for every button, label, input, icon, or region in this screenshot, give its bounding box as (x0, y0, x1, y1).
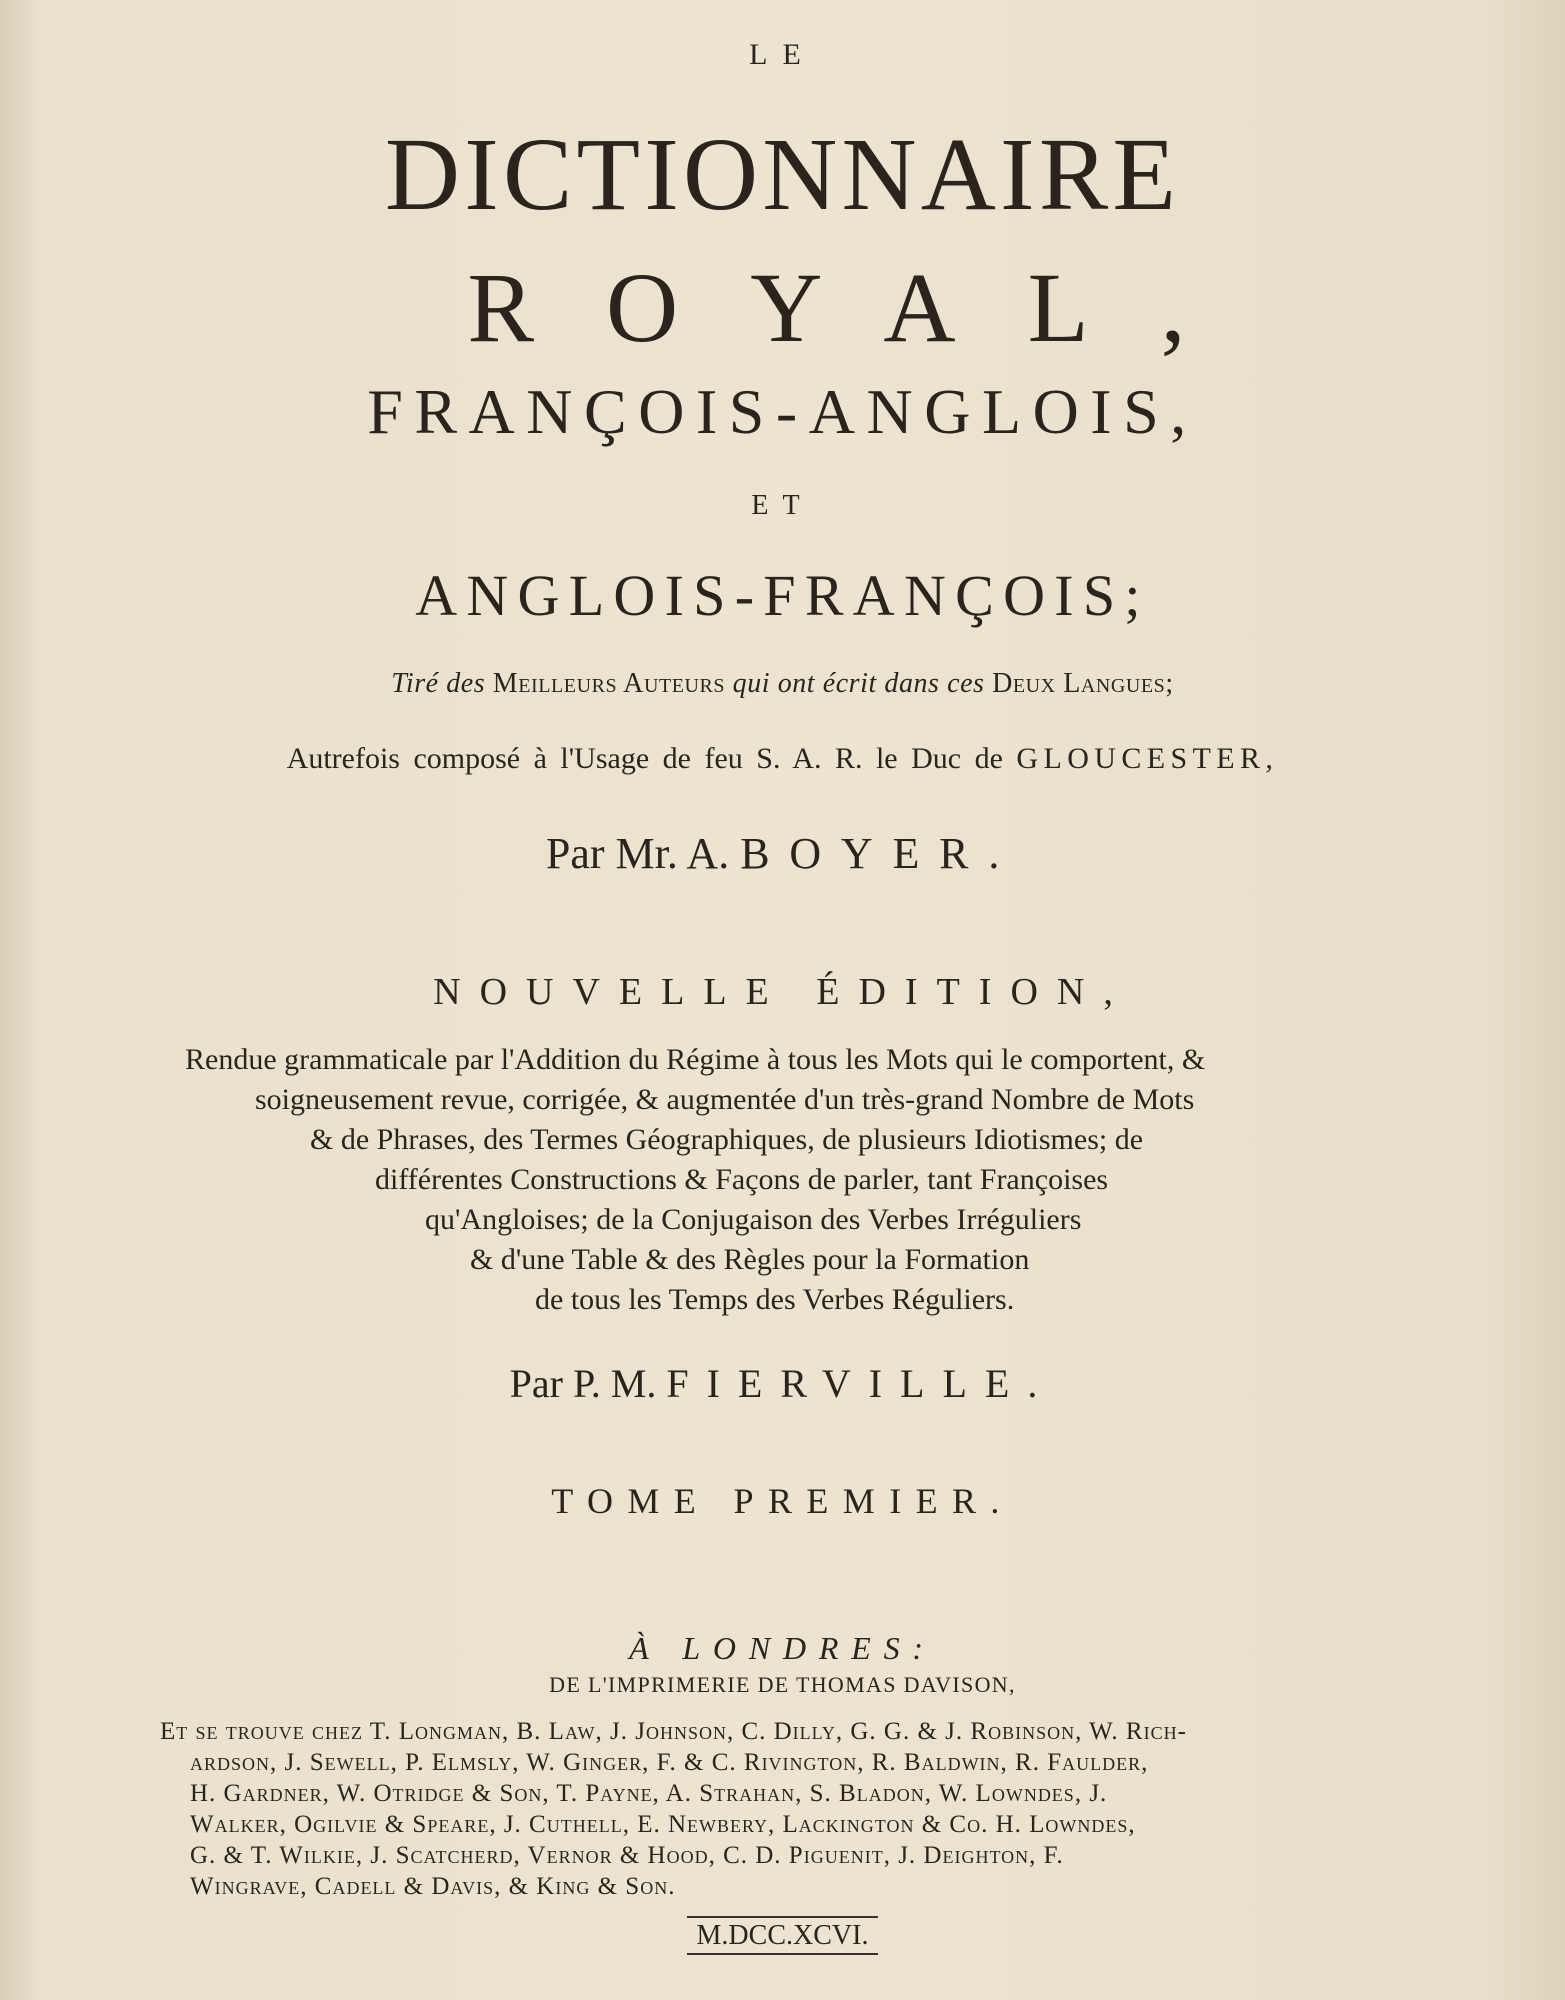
booksellers-line: ardson, J. Sewell, P. Elmsly, W. Ginger, F. & C. Rivington, R. Baldwin, R. Faulder, (190, 1749, 1149, 1776)
dedication-text: Autrefois composé à l'Usage de feu S. A. R. le Duc de (286, 742, 1003, 775)
author-boyer-name: BOYER. (740, 829, 1020, 878)
description-line: & d'une Table & des Règles pour la Formation (470, 1243, 1030, 1276)
description-line: Rendue grammaticale par l'Addition du Régime à tous les Mots qui le comportent, & (185, 1043, 1206, 1076)
title-francois-anglois: FRANÇOIS-ANGLOIS, (367, 376, 1198, 447)
booksellers-line: Walker, Ogilvie & Speare, J. Cuthell, E. Newbery, Lackington & Co. H. Lowndes, (190, 1811, 1136, 1838)
booksellers-list (0, 1716, 1565, 1902)
title-article: LE (749, 38, 816, 71)
publication-date-text: M.DCC.XCVI. (687, 1916, 879, 1955)
author-fierville-prefix: Par P. M. (509, 1361, 657, 1406)
volume-label: TOME PREMIER. (551, 1481, 1014, 1521)
author-fierville (0, 1360, 1565, 1407)
edition-description (0, 1040, 1565, 1320)
description-line: de tous les Temps des Verbes Réguliers. (535, 1283, 1015, 1316)
dedication (0, 742, 1565, 776)
description-line: qu'Angloises; de la Conjugaison des Verbes Irréguliers (425, 1203, 1082, 1236)
description-line: soigneusement revue, corrigée, & augmentée d'un très-grand Nombre de Mots (255, 1083, 1195, 1116)
subtitle-part-1: Tiré des (391, 668, 486, 699)
author-boyer-prefix: Par Mr. A. (545, 829, 730, 878)
imprint-printer: DE L'IMPRIMERIE DE THOMAS DAVISON, (549, 1672, 1016, 1697)
description-line: & de Phrases, des Termes Géographiques, de plusieurs Idiotismes; de (310, 1123, 1144, 1156)
booksellers-line: G. & T. Wilkie, J. Scatcherd, Vernor & Hood, C. D. Piguenit, J. Deighton, F. (190, 1842, 1064, 1869)
subtitle-part-3: qui ont écrit dans ces (732, 668, 985, 699)
dedication-name: GLOUCESTER, (1016, 742, 1279, 775)
title-anglois-francois: ANGLOIS-FRANÇOIS; (415, 563, 1150, 628)
description-line: différentes Constructions & Façons de parler, tant Françoises (375, 1163, 1109, 1196)
title-royal: ROYAL, (467, 252, 1258, 363)
subtitle-part-4: Deux Langues; (992, 668, 1174, 699)
booksellers-line: H. Gardner, W. Otridge & Son, T. Payne, A. Strahan, S. Bladon, W. Lowndes, J. (190, 1780, 1108, 1807)
booksellers-line: Et se trouve chez T. Longman, B. Law, J. Johnson, C. Dilly, G. G. & J. Robinson, W. Rich- (160, 1718, 1187, 1745)
subtitle-sources (0, 668, 1565, 700)
edition-heading: NOUVELLE ÉDITION, (433, 971, 1132, 1013)
author-boyer (0, 828, 1565, 879)
title-dictionnaire: DICTIONNAIRE (384, 117, 1181, 232)
author-fierville-name: FIERVILLE. (666, 1361, 1056, 1406)
booksellers-line: Wingrave, Cadell & Davis, & King & Son. (190, 1873, 676, 1900)
publication-date (0, 1920, 1565, 1952)
imprint-place: À LONDRES: (629, 1630, 936, 1666)
subtitle-part-2: Meilleurs Auteurs (492, 668, 726, 699)
title-conjunction: ET (751, 490, 814, 521)
